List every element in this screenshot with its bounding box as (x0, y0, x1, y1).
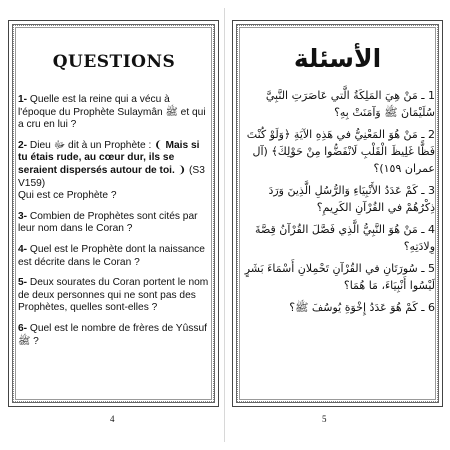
question-6-ar: 6 ـ كَمْ هُوَ عَدَدُ إِخْوَةِ يُوسُفَ ﷺ؟ (289, 301, 435, 314)
quoted-verse: Mais si tu étais rude, au cœur dur, ils se seraient dispersés autour de toi. (18, 139, 200, 176)
question-text: Deux sourates du Coran portent le nom de deux personnes qui ne sont pas des Prophètes, quelles sont-elles ? (18, 277, 209, 314)
question-5-ar: 5 ـ سُورَتَانِ في القُرْآنِ تَحْمِلانِ أَسْمَاءَ بَشَرٍ لَيْسُوا أَنْبِيَاءَ، مَا هُمَا؟ (244, 262, 435, 292)
question-number: 1- (18, 94, 28, 105)
page-title-arabic: الأسئلة (293, 44, 382, 73)
right-page-content (240, 30, 435, 321)
question-text: Qui est ce Prophète ? (18, 190, 117, 202)
question-1-ar: 1 ـ مَنْ هِيَ المَلِكَةُ الَّتي عَاصَرَتِ النَّبِيَّ سُلَيْمَانَ ﷺ وَآمَنَتْ بِهِ؟ (265, 89, 435, 119)
question-number: 6- (18, 322, 28, 334)
question-number: 3- (18, 210, 28, 222)
question-text: Dieu ﷻ dit à un Prophète : ❨ (27, 139, 166, 151)
question-text: Quel est le nombre de frères de Yûssuf ﷺ ? (18, 322, 207, 347)
question-text: Quel est le Prophète dont la naissance est décrite dans le Coran ? (18, 243, 205, 268)
question-4-ar: 4 ـ مَنْ هُوَ النَّبِيُّ الَّذِي فَصَّلَ القُرْآنُ قِصَّةَ وِلادَتِهِ؟ (255, 223, 435, 253)
page-number: 4 (110, 414, 115, 424)
page-number: 5 (322, 414, 327, 424)
question-number: 4- (18, 243, 28, 255)
question-text: Combien de Prophètes sont cités par leur nom dans le Coran ? (18, 210, 198, 235)
question-text: Quelle est la reine qui a vécu à l'époque du Prophète Sulaymân ﷺ et qui a cru en lui ? (18, 94, 206, 131)
page-title-french: QUESTIONS (52, 52, 176, 72)
question-3-ar: 3 ـ كَمْ عَدَدُ الأَنْبِيَاءِ وَالرُّسُلِ الَّذِينَ وَرَدَ ذِكْرُهُمْ في القُرْآنِ الكَرِيمِ؟ (268, 184, 435, 214)
verse-reference: ❩ (S3 V159) (18, 164, 205, 189)
question-number: 2- (18, 139, 28, 151)
question-number: 5- (18, 277, 28, 289)
question-2-ar: 2 ـ مَنْ هُوَ المَعْنِيُّ في هَذِهِ الآيَةِ ﴿وَلَوْ كُنْتَ فَظًّا غَلِيظَ الْقَلْبِ لَانْفَضُّوا مِنْ حَوْلِكَ﴾ (آل عمران ١٥٩)؟ (246, 128, 435, 175)
